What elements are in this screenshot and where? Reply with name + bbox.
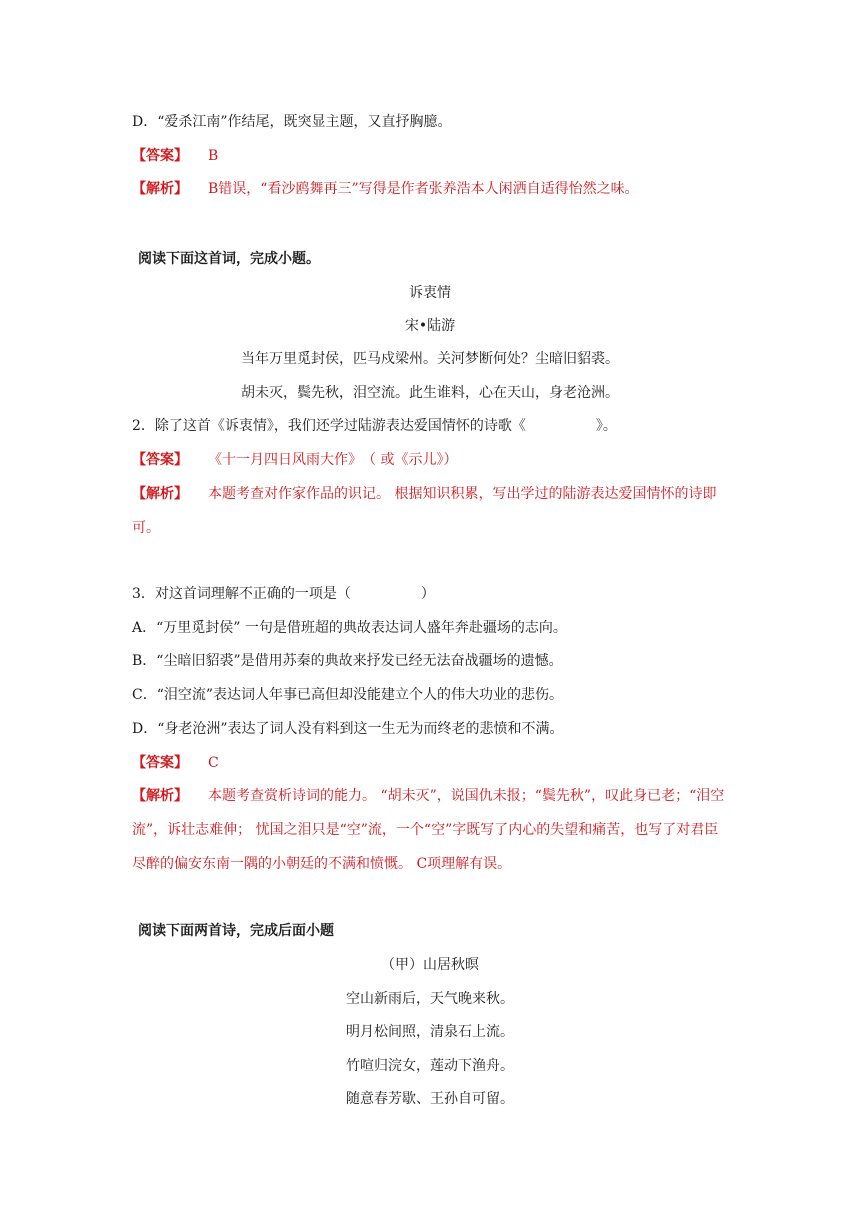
answer-tag: 【答案】: [132, 148, 188, 164]
poem-title-2: （甲）山居秋暝: [381, 957, 479, 973]
answer-text: C: [208, 755, 219, 771]
answer-tag: 【答案】: [132, 452, 188, 468]
option-d: D．“爱杀江南”作结尾，既突显主题，又直抒胸臆。: [132, 114, 452, 130]
option-b: B．“尘暗旧貂裘”是借用苏秦的典故来抒发已经无法奋战疆场的遗憾。: [132, 653, 563, 669]
option-a: A．“万里觅封侯” 一句是借班超的典故表达词人盛年奔赴疆场的志向。: [132, 620, 567, 636]
poem-line: 胡未灭，鬓先秋，泪空流。此生谁料，心在天山，身老沧洲。: [241, 385, 619, 401]
poem-line: 明月松间照，清泉石上流。: [346, 1024, 514, 1040]
answer-row-1: [132, 146, 218, 166]
instruction-1: 阅读下面这首词，完成小题。: [138, 251, 320, 267]
instruction-2: 阅读下面两首诗，完成后面小题: [138, 923, 334, 939]
poem-line: 竹喧归浣女，莲动下渔舟。: [346, 1058, 514, 1074]
poem-author-1: 宋•陆游: [404, 318, 456, 334]
answer-text: 《十一月四日风雨大作》 （ 或《示儿》）: [208, 452, 458, 468]
analysis-row-3: [132, 779, 732, 881]
analysis-text: 本题考查对作家作品的识记。 根据知识积累，写出学过的陆游表达爱国情怀的诗即可。: [132, 486, 717, 536]
poem-line: 当年万里觅封侯，匹马戍梁州。关河梦断何处？尘暗旧貂裘。: [241, 351, 619, 367]
analysis-tag: 【解析】: [132, 181, 188, 197]
poem-title-1: 诉衷情: [409, 285, 451, 301]
option-d: D．“身老沧洲”表达了词人没有料到这一生无为而终老的悲愤和不满。: [132, 721, 564, 737]
question-3-stem: 3．对这首词理解不正确的一项是（ ）: [132, 586, 435, 602]
analysis-row-1: [132, 179, 639, 199]
option-c: C．“泪空流”表达词人年事已高但却没能建立个人的伟大功业的悲伤。: [132, 687, 564, 703]
answer-row-3: [132, 753, 219, 773]
analysis-tag: 【解析】: [132, 788, 188, 804]
poem-line: 随意春芳歇、王孙自可留。: [346, 1091, 514, 1107]
question-2-stem: 2．除了这首《诉衷情》，我们还学过陆游表达爱国情怀的诗歌《 》。: [132, 418, 617, 434]
answer-row-2: [132, 450, 457, 470]
answer-text: B: [208, 148, 219, 164]
analysis-tag: 【解析】: [132, 486, 188, 502]
analysis-row-2: [132, 477, 732, 545]
analysis-text: 本题考查赏析诗词的能力。 “胡未灭”，说国仇未报；“鬓先秋”，叹此身已老；“泪空流”，诉壮志难伸； 忧国之泪只是“空”流，一个“空”字既写了内心的失望和痛苦，也写了对君臣尽醉的偏安东南一隅的小朝廷的不满和愤慨。 C项理解有误。: [132, 788, 725, 872]
analysis-text: B错误，“看沙鸥舞再三”写得是作者张养浩本人闲洒自适得怡然之味。: [208, 181, 639, 197]
answer-tag: 【答案】: [132, 755, 188, 771]
poem-line: 空山新雨后，天气晚来秋。: [346, 991, 514, 1007]
